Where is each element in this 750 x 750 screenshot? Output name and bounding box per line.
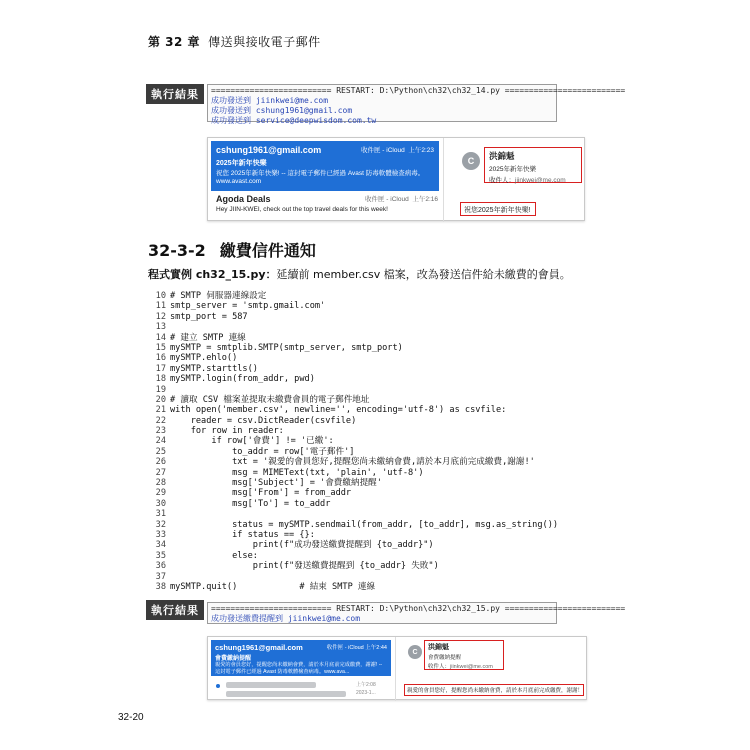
mail-sender: cshung1961@gmail.com [216,145,322,155]
program-description [148,266,571,282]
mail-folder: 收件匣 - iCloud [365,196,409,203]
code-line [146,333,558,343]
code-text: for row in reader: [170,426,284,437]
code-line [146,551,558,561]
line-number: 23 [155,426,166,437]
section-heading [148,238,316,261]
line-number: 38 [155,581,166,592]
program-desc: 延續前 member.csv 檔案，改為發送信件給未繳費的會員。 [276,268,571,281]
code-line [146,499,558,509]
code-line [146,395,558,405]
code-text: txt = '親愛的會員您好,提醒您尚未繳納會費,請於本月底前完成繳費,謝謝!' [170,457,535,468]
code-listing [146,291,558,592]
mail-date: 2023-1... [356,690,376,696]
code-text: mySMTP.quit() # 結束 SMTP 連線 [170,581,376,592]
pane-divider [443,138,444,222]
output-line: 成功發送到 jiinkwei@me.com [211,96,329,105]
line-number: 11 [155,301,166,312]
mail-subject: 會費繳納提醒 [215,656,252,662]
mail-time: 上午2:16 [412,196,438,203]
mail-folder: 收件匣 - iCloud [361,147,405,154]
detail-subject: 會費繳納提醒 [428,655,462,661]
code-text: # 建立 SMTP 連線 [170,332,246,343]
mail-header-highlight [424,640,504,670]
mail-preview: Hey JIIN-KWEI, check out the top travel deals for this week! [216,206,388,213]
code-line [146,540,558,550]
section-title: 繳費信件通知 [219,241,316,260]
code-line [146,322,558,332]
code-line [146,561,558,571]
to-address: jiinkwei@me.com [450,664,493,670]
line-number: 27 [155,467,166,478]
code-text: if row['會費'] != '已繳': [170,436,334,447]
code-text: print(f"發送繳費提醒到 {to_addr} 失敗") [170,561,439,572]
line-number: 28 [155,478,166,489]
code-text: mySMTP.ehlo() [170,353,238,364]
mail-sender: cshung1961@gmail.com [215,643,303,652]
to-label: 收件人： [489,177,515,184]
code-line [146,343,558,353]
mail-preview: 祝您 2025年新年快樂! -- 這封電子郵件已經過 Avast 防毒軟體檢查病毒。 www.avast.com [216,170,425,185]
code-text: with open('member.csv', newline='', encoding='utf-8') as csvfile: [170,405,507,416]
code-text: # SMTP 伺服器連線設定 [170,291,267,301]
code-text: mySMTP.starttls() [170,363,258,374]
code-line [146,478,558,488]
mail-item-blurred[interactable] [216,679,392,699]
line-number: 18 [155,374,166,385]
code-text: msg['From'] = from_addr [170,488,352,499]
detail-sender-name: 洪錦魁 [489,151,515,161]
line-number: 33 [155,529,166,540]
code-line [146,353,558,363]
line-number: 22 [155,415,166,426]
code-text: print(f"成功發送繳費提醒到 {to_addr}") [170,540,434,551]
mail-folder: 收件匣 - iCloud [326,645,364,651]
output-line: 成功發送到 cshung1961@gmail.com [211,106,353,115]
restart-line: ========================= RESTART: D:\Python\ch32\ch32_14.py ========================= [211,86,626,95]
detail-sender-name: 洪錦魁 [428,644,449,651]
mail-body-highlight: 親愛的會員您好，提醒您尚未繳納會費，請於本月底前完成繳費，謝謝！ [404,684,584,696]
result-label: 執行結果 [146,84,204,104]
code-line [146,291,558,301]
mail-client-screenshot [207,636,587,700]
mail-time: 上午2:23 [408,147,434,154]
code-text: msg = MIMEText(txt, 'plain', 'utf-8') [170,467,424,478]
code-line [146,301,558,311]
code-line [146,509,558,519]
restart-line: ========================= RESTART: D:\Python\ch32\ch32_15.py ========================= [211,604,626,613]
code-line [146,385,558,395]
detail-subject: 2025年新年快樂 [489,166,536,173]
code-line [146,416,558,426]
line-number: 20 [155,394,166,405]
code-text: to_addr = row['電子郵件'] [170,446,355,457]
line-number: 32 [155,519,166,530]
blurred-preview [226,691,346,697]
line-number: 13 [155,322,166,333]
code-line [146,436,558,446]
line-number: 30 [155,498,166,509]
line-number: 19 [155,384,166,395]
pane-divider [395,637,396,701]
mail-subject: 2025年新年快樂 [216,160,267,167]
code-text: if status == {}: [170,529,315,540]
line-number: 29 [155,488,166,499]
mail-client-screenshot [207,137,585,221]
code-line [146,468,558,478]
mail-item-selected[interactable] [211,640,391,676]
line-number: 10 [155,291,166,301]
code-text: msg['Subject'] = '會費繳納提醒' [170,478,382,489]
result-label: 執行結果 [146,600,204,620]
sender-avatar: C [408,645,422,659]
line-number: 26 [155,457,166,468]
mail-item-selected[interactable] [211,141,439,191]
mail-item[interactable] [216,194,438,218]
code-line [146,405,558,415]
mail-preview: 親愛的會員您好，提醒您尚未繳納會費，請於本月底前完成繳費，謝謝! -- 這封電子郵件已經過 Avast 防毒軟體檢查病毒。www.ava... [215,662,383,675]
code-text: smtp_port = 587 [170,311,248,322]
line-number: 12 [155,311,166,322]
code-text: # 讀取 CSV 檔案並提取未繳費會員的電子郵件地址 [170,394,370,405]
section-number: 32-3-2 [148,241,206,260]
line-number: 16 [155,353,166,364]
to-address: jiinkwei@me.com [515,177,566,184]
code-line [146,426,558,436]
chapter-header [148,33,321,50]
code-text: reader = csv.DictReader(csvfile) [170,415,357,426]
page-number: 32-20 [118,712,144,723]
line-number: 17 [155,363,166,374]
mail-time: 上午2:08 [356,682,376,688]
line-number: 34 [155,540,166,551]
program-name: 程式實例 ch32_15.py： [148,268,277,281]
line-number: 35 [155,550,166,561]
line-number: 15 [155,342,166,353]
mail-time: 上午2:44 [365,645,387,651]
code-line [146,312,558,322]
output-line: 成功發送到 service@deepwisdom.com.tw [211,116,377,125]
code-line [146,364,558,374]
unread-dot-icon [216,684,220,688]
code-text: msg['To'] = to_addr [170,498,331,509]
code-line [146,582,558,592]
line-number: 37 [155,571,166,582]
chapter-number: 第 32 章 [148,35,201,49]
line-number: 21 [155,405,166,416]
code-text: mySMTP.login(from_addr, pwd) [170,374,315,385]
line-number: 36 [155,561,166,572]
code-text: else: [170,550,258,561]
sender-avatar: C [462,152,480,170]
line-number: 31 [155,509,166,520]
line-number: 14 [155,332,166,343]
line-number: 24 [155,436,166,447]
code-text: smtp_server = 'smtp.gmail.com' [170,301,326,312]
mail-sender: Agoda Deals [216,194,271,204]
output-line: 成功發送繳費提醒到 jiinkwei@me.com [211,614,361,623]
console-output [207,602,626,624]
code-line [146,457,558,467]
code-text: status = mySMTP.sendmail(from_addr, [to_addr], msg.as_string()) [170,519,559,530]
line-number: 25 [155,446,166,457]
to-label: 收件人： [428,664,451,670]
code-text: mySMTP = smtplib.SMTP(smtp_server, smtp_port) [170,342,403,353]
blurred-sender [226,682,316,688]
code-line [146,447,558,457]
mail-header-highlight [484,147,582,183]
chapter-title: 傳送與接收電子郵件 [208,35,321,49]
mail-body-highlight: 祝您2025年新年快樂! [460,202,536,216]
code-line [146,520,558,530]
code-line [146,488,558,498]
code-line [146,530,558,540]
code-line [146,572,558,582]
code-line [146,374,558,384]
console-output [207,84,626,125]
